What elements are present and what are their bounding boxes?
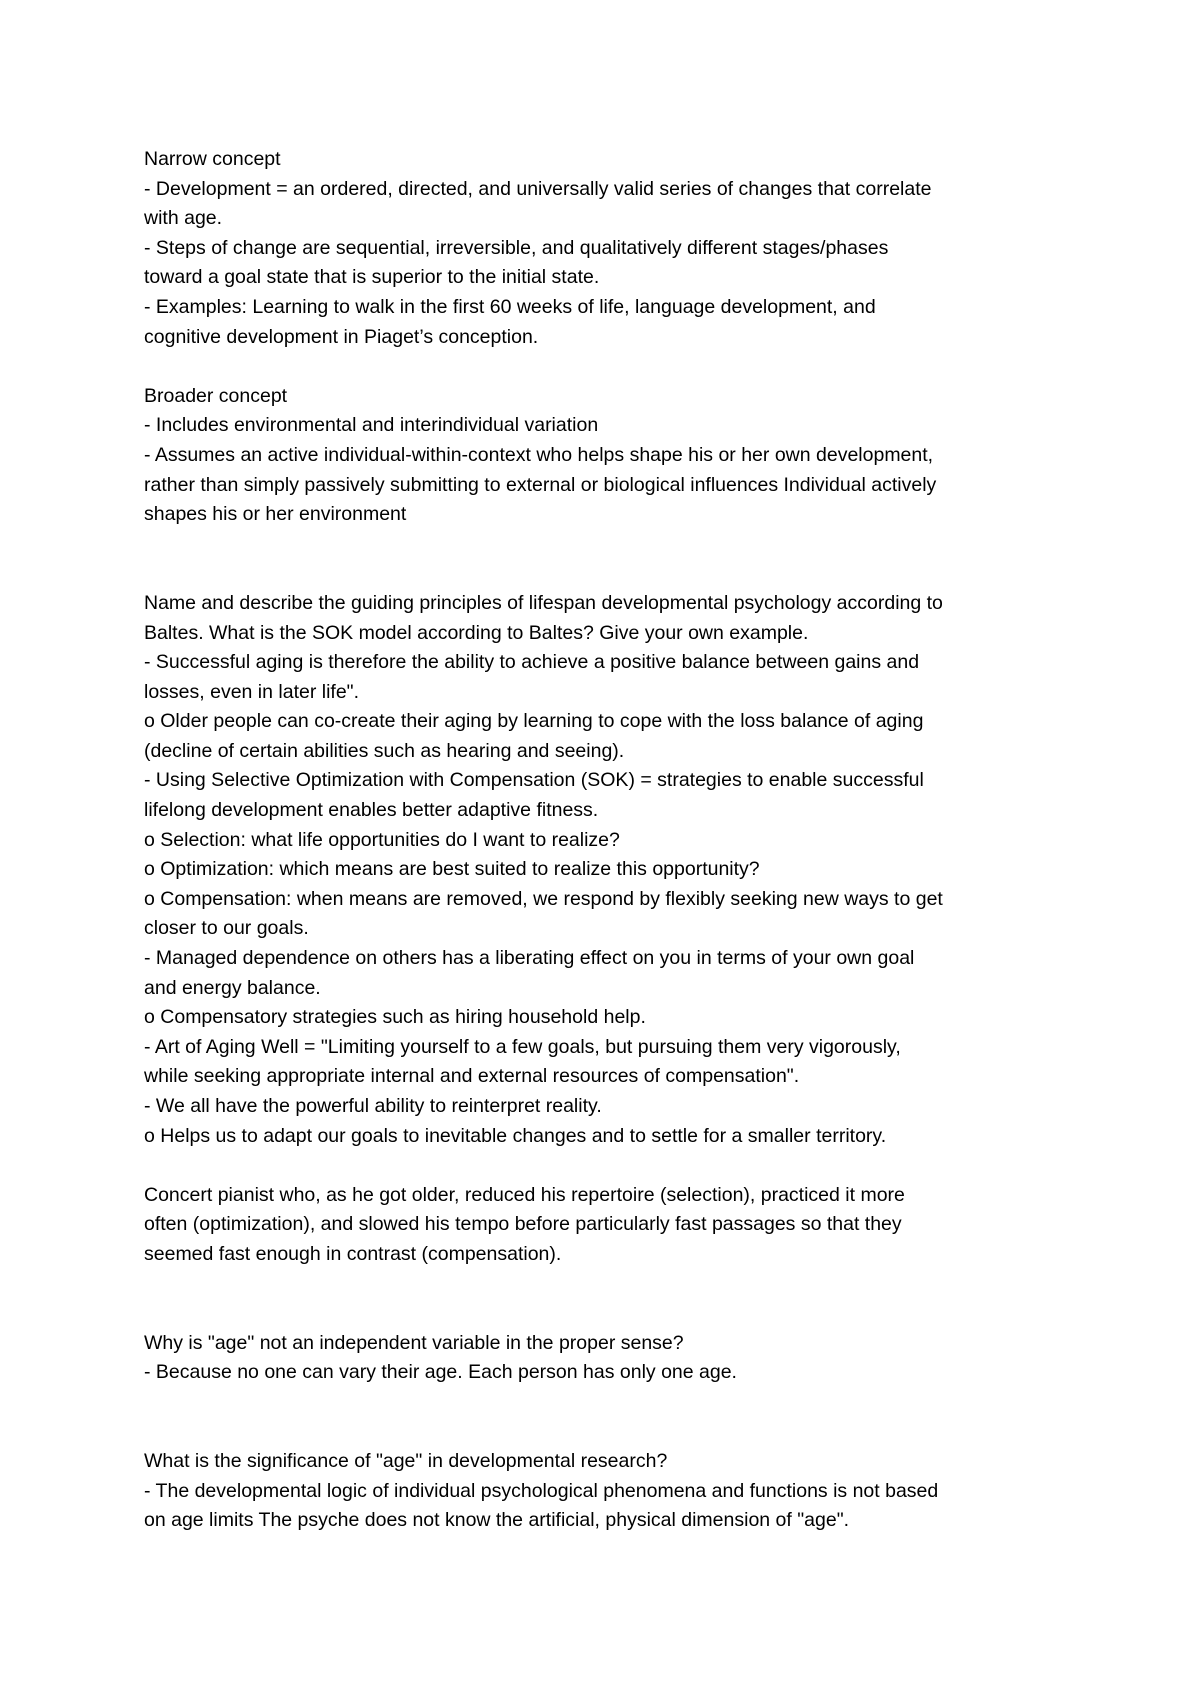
paragraph-gap <box>144 1270 1064 1329</box>
text-line: often (optimization), and slowed his tempo before particularly fast passages so that they <box>144 1213 902 1236</box>
text-line: losses, even in later life". <box>144 680 360 703</box>
section-narrow-concept <box>144 145 1064 352</box>
text-line: o Compensatory strategies such as hiring household help. <box>144 1006 646 1029</box>
text-line: o Compensation: when means are removed, we respond by flexibly seeking new ways to get <box>144 887 943 910</box>
text-line: - Examples: Learning to walk in the first 60 weeks of life, language development, and <box>144 295 876 318</box>
text-line: shapes his or her environment <box>144 503 407 526</box>
section-pianist-example <box>144 1181 1064 1270</box>
text-line: rather than simply passively submitting to external or biological influences Individual actively <box>144 473 937 496</box>
section-baltes-principles <box>144 589 1064 1151</box>
question-line: Name and describe the guiding principles of lifespan developmental psychology according to <box>144 591 943 614</box>
paragraph-gap <box>144 530 1064 589</box>
text-line: - We all have the powerful ability to reinterpret reality. <box>144 1095 602 1117</box>
text-line: o Older people can co-create their aging by learning to cope with the loss balance of aging <box>144 710 924 733</box>
text-line: - Because no one can vary their age. Each person has only one age. <box>144 1361 737 1384</box>
text-line: toward a goal state that is superior to the initial state. <box>144 266 600 289</box>
text-line: o Helps us to adapt our goals to inevitable changes and to settle for a smaller territory. <box>144 1124 887 1147</box>
paragraph-gap <box>144 1151 1064 1181</box>
text-line: - The developmental logic of individual psychological phenomena and functions is not based <box>144 1479 939 1502</box>
section-broader-concept <box>144 382 1064 530</box>
document-body <box>144 145 1064 1536</box>
text-line: - Art of Aging Well = "Limiting yourself to a few goals, but pursuing them very vigorously, <box>144 1035 901 1058</box>
paragraph-gap <box>144 1388 1064 1447</box>
text-line: cognitive development in Piaget’s conception. <box>144 325 539 348</box>
section-age-variable <box>144 1329 1064 1388</box>
text-line: seemed fast enough in contrast (compensation). <box>144 1242 562 1265</box>
text-line: on age limits The psyche does not know the artificial, physical dimension of "age". <box>144 1509 850 1532</box>
question-line: Baltes. What is the SOK model according to Baltes? Give your own example. <box>144 621 809 644</box>
paragraph-gap <box>144 352 1064 382</box>
text-line: lifelong development enables better adaptive fitness. <box>144 799 599 822</box>
section-heading: Narrow concept <box>144 148 281 170</box>
text-line: - Steps of change are sequential, irreversible, and qualitatively different stages/phases <box>144 236 889 259</box>
text-line: - Successful aging is therefore the ability to achieve a positive balance between gains and <box>144 651 920 674</box>
text-line: - Using Selective Optimization with Compensation (SOK) = strategies to enable successful <box>144 769 924 792</box>
question-line: Why is "age" not an independent variable in the proper sense? <box>144 1331 684 1354</box>
section-heading: Broader concept <box>144 384 288 407</box>
text-line: closer to our goals. <box>144 917 309 940</box>
text-line: o Optimization: which means are best suited to realize this opportunity? <box>144 858 760 881</box>
question-line: What is the significance of "age" in developmental research? <box>144 1450 668 1473</box>
text-line: - Managed dependence on others has a liberating effect on you in terms of your own goal <box>144 947 915 970</box>
text-line: with age. <box>144 207 223 230</box>
text-line: and energy balance. <box>144 976 321 999</box>
text-line: - Development = an ordered, directed, and universally valid series of changes that correlate <box>144 177 932 200</box>
section-age-significance <box>144 1447 1064 1536</box>
text-line: - Assumes an active individual-within-context who helps shape his or her own development, <box>144 443 934 466</box>
text-line: (decline of certain abilities such as hearing and seeing). <box>144 739 625 762</box>
text-line: - Includes environmental and interindividual variation <box>144 414 599 437</box>
text-line: Concert pianist who, as he got older, reduced his repertoire (selection), practiced it more <box>144 1183 905 1206</box>
text-line: while seeking appropriate internal and external resources of compensation". <box>144 1065 800 1088</box>
text-line: o Selection: what life opportunities do I want to realize? <box>144 828 620 851</box>
